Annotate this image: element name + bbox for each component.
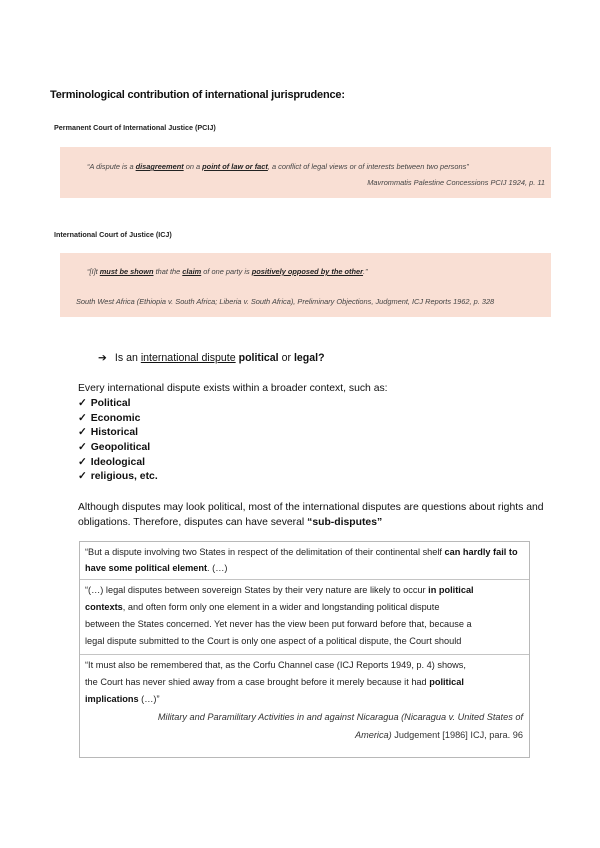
list-item: ✓ Ideological <box>78 456 145 468</box>
nicaragua-citation-line-2: America) Judgement [1986] ICJ, para. 96 <box>354 730 523 740</box>
excerpt-line: legal dispute submitted to the Court is only one aspect of a political dispute, the Court should <box>85 636 462 646</box>
term-must-be-shown: must be shown <box>99 267 154 276</box>
key-question: ➔ Is an international dispute political or legal? <box>98 352 325 364</box>
excerpt-line: “(…) legal disputes between sovereign States by their very nature are likely to occur in political <box>85 585 474 595</box>
term-positively-opposed: positively opposed by the other <box>251 267 364 276</box>
excerpt-line: contexts, and often form only one element in a wider and longstanding political dispute <box>85 602 440 612</box>
check-icon: ✓ <box>78 471 87 483</box>
pcij-quote-box <box>60 147 551 198</box>
page-title: Terminological contribution of international jurisprudence: <box>50 89 345 101</box>
check-icon: ✓ <box>78 398 87 409</box>
list-item: ✓ Geopolitical <box>78 442 151 454</box>
icj-quote-box <box>60 253 551 317</box>
excerpt-line: implications (…)” <box>85 694 160 704</box>
arrow-right-icon: ➔ <box>98 352 107 364</box>
term-international-dispute: international dispute <box>140 352 236 364</box>
check-icon: ✓ <box>78 442 87 454</box>
excerpt-line: between the States concerned. Yet never has the view been put forward before that, because a <box>85 619 472 629</box>
excerpt-line: the Court has never shied away from a case brought before it merely because it had political <box>85 677 464 687</box>
pcij-citation: Mavrommatis Palestine Concessions PCIJ 1924, p. 11 <box>367 178 545 187</box>
context-checklist <box>78 397 158 485</box>
excerpt-block-corfu-channel <box>80 654 529 757</box>
judgment-excerpt <box>79 541 530 758</box>
term-claim: claim <box>182 267 202 276</box>
excerpt-block-continental-shelf <box>80 542 529 580</box>
list-item: ✓ religious, etc. <box>78 471 158 483</box>
term-point-of-law-or-fact: point of law or fact <box>202 162 268 171</box>
excerpt-line: “It must also be remembered that, as the Corfu Channel case (ICJ Reports 1949, p. 4) shows, <box>85 660 466 670</box>
pcij-heading: Permanent Court of International Justice (PCIJ) <box>54 123 216 132</box>
excerpt-line: “But a dispute involving two States in respect of the delimitation of their continental shelf can hardly fail to <box>85 547 518 557</box>
excerpt-line: have some political element. (…) <box>85 563 228 573</box>
pcij-quote: “A dispute is a disagreement on a point of law or fact, a conflict of legal views or of interests between two persons” <box>87 162 469 171</box>
check-icon: ✓ <box>78 412 87 424</box>
icj-citation: South West Africa (Ethiopia v. South Africa; Liberia v. South Africa), Preliminary Objections, Judgment, ICJ Reports 1962, p. 328 <box>76 297 495 306</box>
nicaragua-citation-line-1: Military and Paramilitary Activities in and against Nicaragua (Nicaragua v. United States of <box>157 712 523 722</box>
context-intro: Every international dispute exists within a broader context, such as: <box>78 383 388 394</box>
sub-disputes-paragraph: Although disputes may look political, most of the international disputes are questions about rights and obligations. Therefore, disputes can have several “sub-disputes” <box>78 502 544 528</box>
check-icon: ✓ <box>78 456 87 468</box>
excerpt-block-political-contexts <box>80 579 529 655</box>
term-disagreement: disagreement <box>135 162 184 171</box>
list-item: ✓ Political <box>78 398 131 409</box>
icj-heading: International Court of Justice (ICJ) <box>54 230 172 239</box>
list-item: ✓ Historical <box>78 427 139 439</box>
list-item: ✓ Economic <box>78 412 141 424</box>
icj-quote: “[I]t must be shown that the claim of one party is positively opposed by the other.” <box>87 267 368 276</box>
check-icon: ✓ <box>78 427 87 439</box>
